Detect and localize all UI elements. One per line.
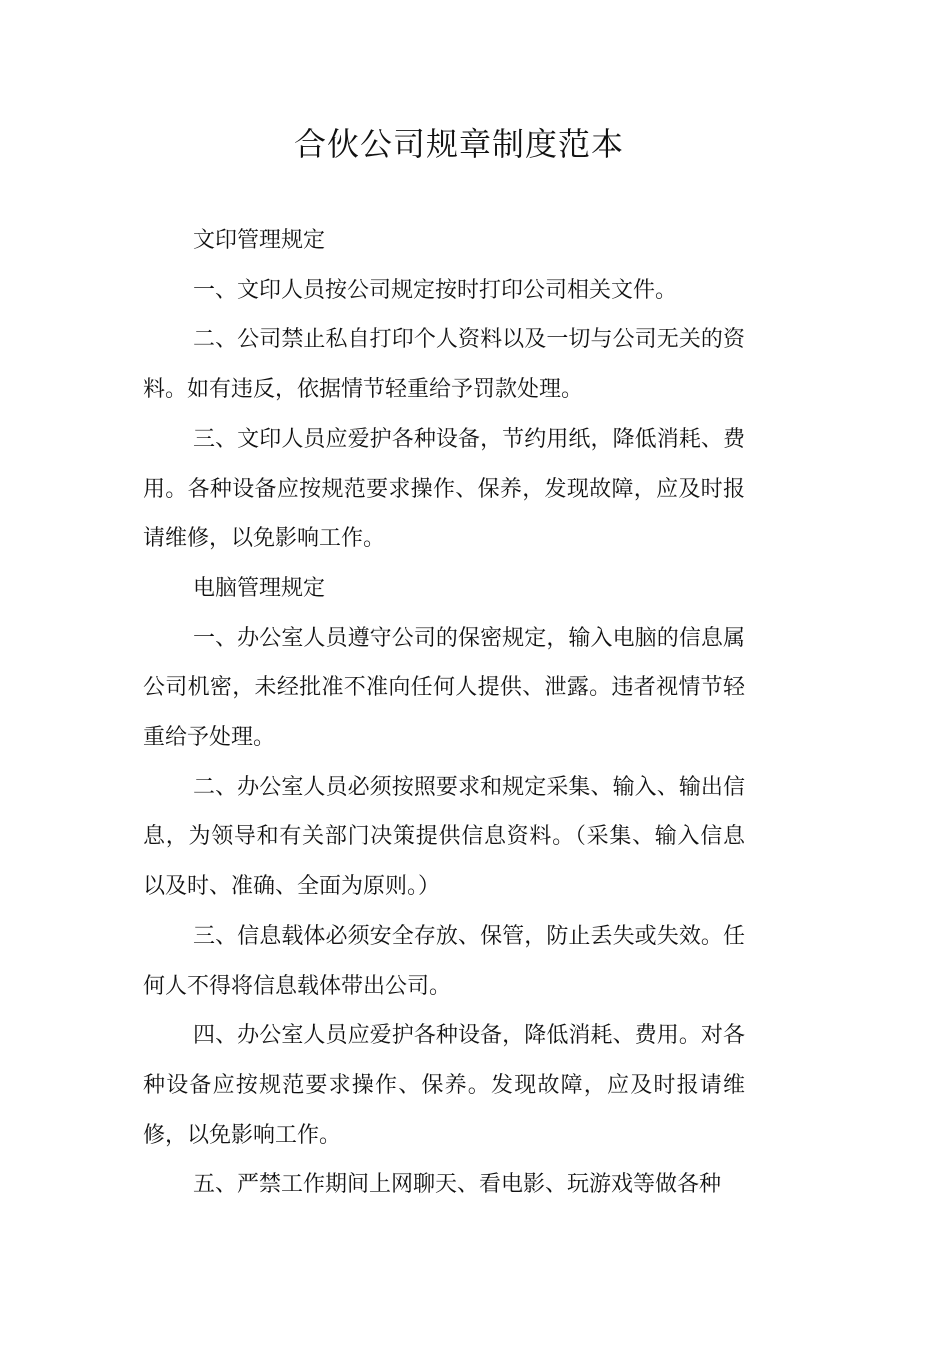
section-heading-printing: 文印管理规定 [193, 228, 326, 253]
computer-rule-3: 三、信息载体必须安全存放、保管，防止丢失或失效。任何人不得将信息载体带出公司。 [143, 923, 745, 999]
printing-rule-1: 一、文印人员按公司规定按时打印公司相关文件。 [193, 277, 678, 303]
computer-rule-2: 二、办公室人员必须按照要求和规定采集、输入、输出信息，为领导和有关部门决策提供信息资料。（采集、输入信息以及时、准确、全面为原则。） [143, 774, 745, 900]
document-body [143, 216, 745, 1210]
computer-rule-5: 五、严禁工作期间上网聊天、看电影、玩游戏等做各种 [193, 1172, 722, 1198]
document-title: 合伙公司规章制度范本 [293, 125, 624, 163]
printing-rule-3: 三、文印人员应爱护各种设备，节约用纸，降低消耗、费用。各种设备应按规范要求操作、保养，发现故障，应及时报请维修，以免影响工作。 [143, 426, 745, 552]
computer-rule-4: 四、办公室人员应爱护各种设备，降低消耗、费用。对各种设备应按规范要求操作、保养。发现故障，应及时报请维修，以免影响工作。 [143, 1023, 745, 1148]
section-heading-computer: 电脑管理规定 [193, 575, 326, 601]
printing-rule-2: 二、公司禁止私自打印个人资料以及一切与公司无关的资料。如有违反，依据情节轻重给予罚款处理。 [143, 327, 745, 403]
computer-rule-1: 一、办公室人员遵守公司的保密规定，输入电脑的信息属公司机密，未经批准不准向任何人提供、泄露。违者视情节轻重给予处理。 [143, 625, 745, 751]
